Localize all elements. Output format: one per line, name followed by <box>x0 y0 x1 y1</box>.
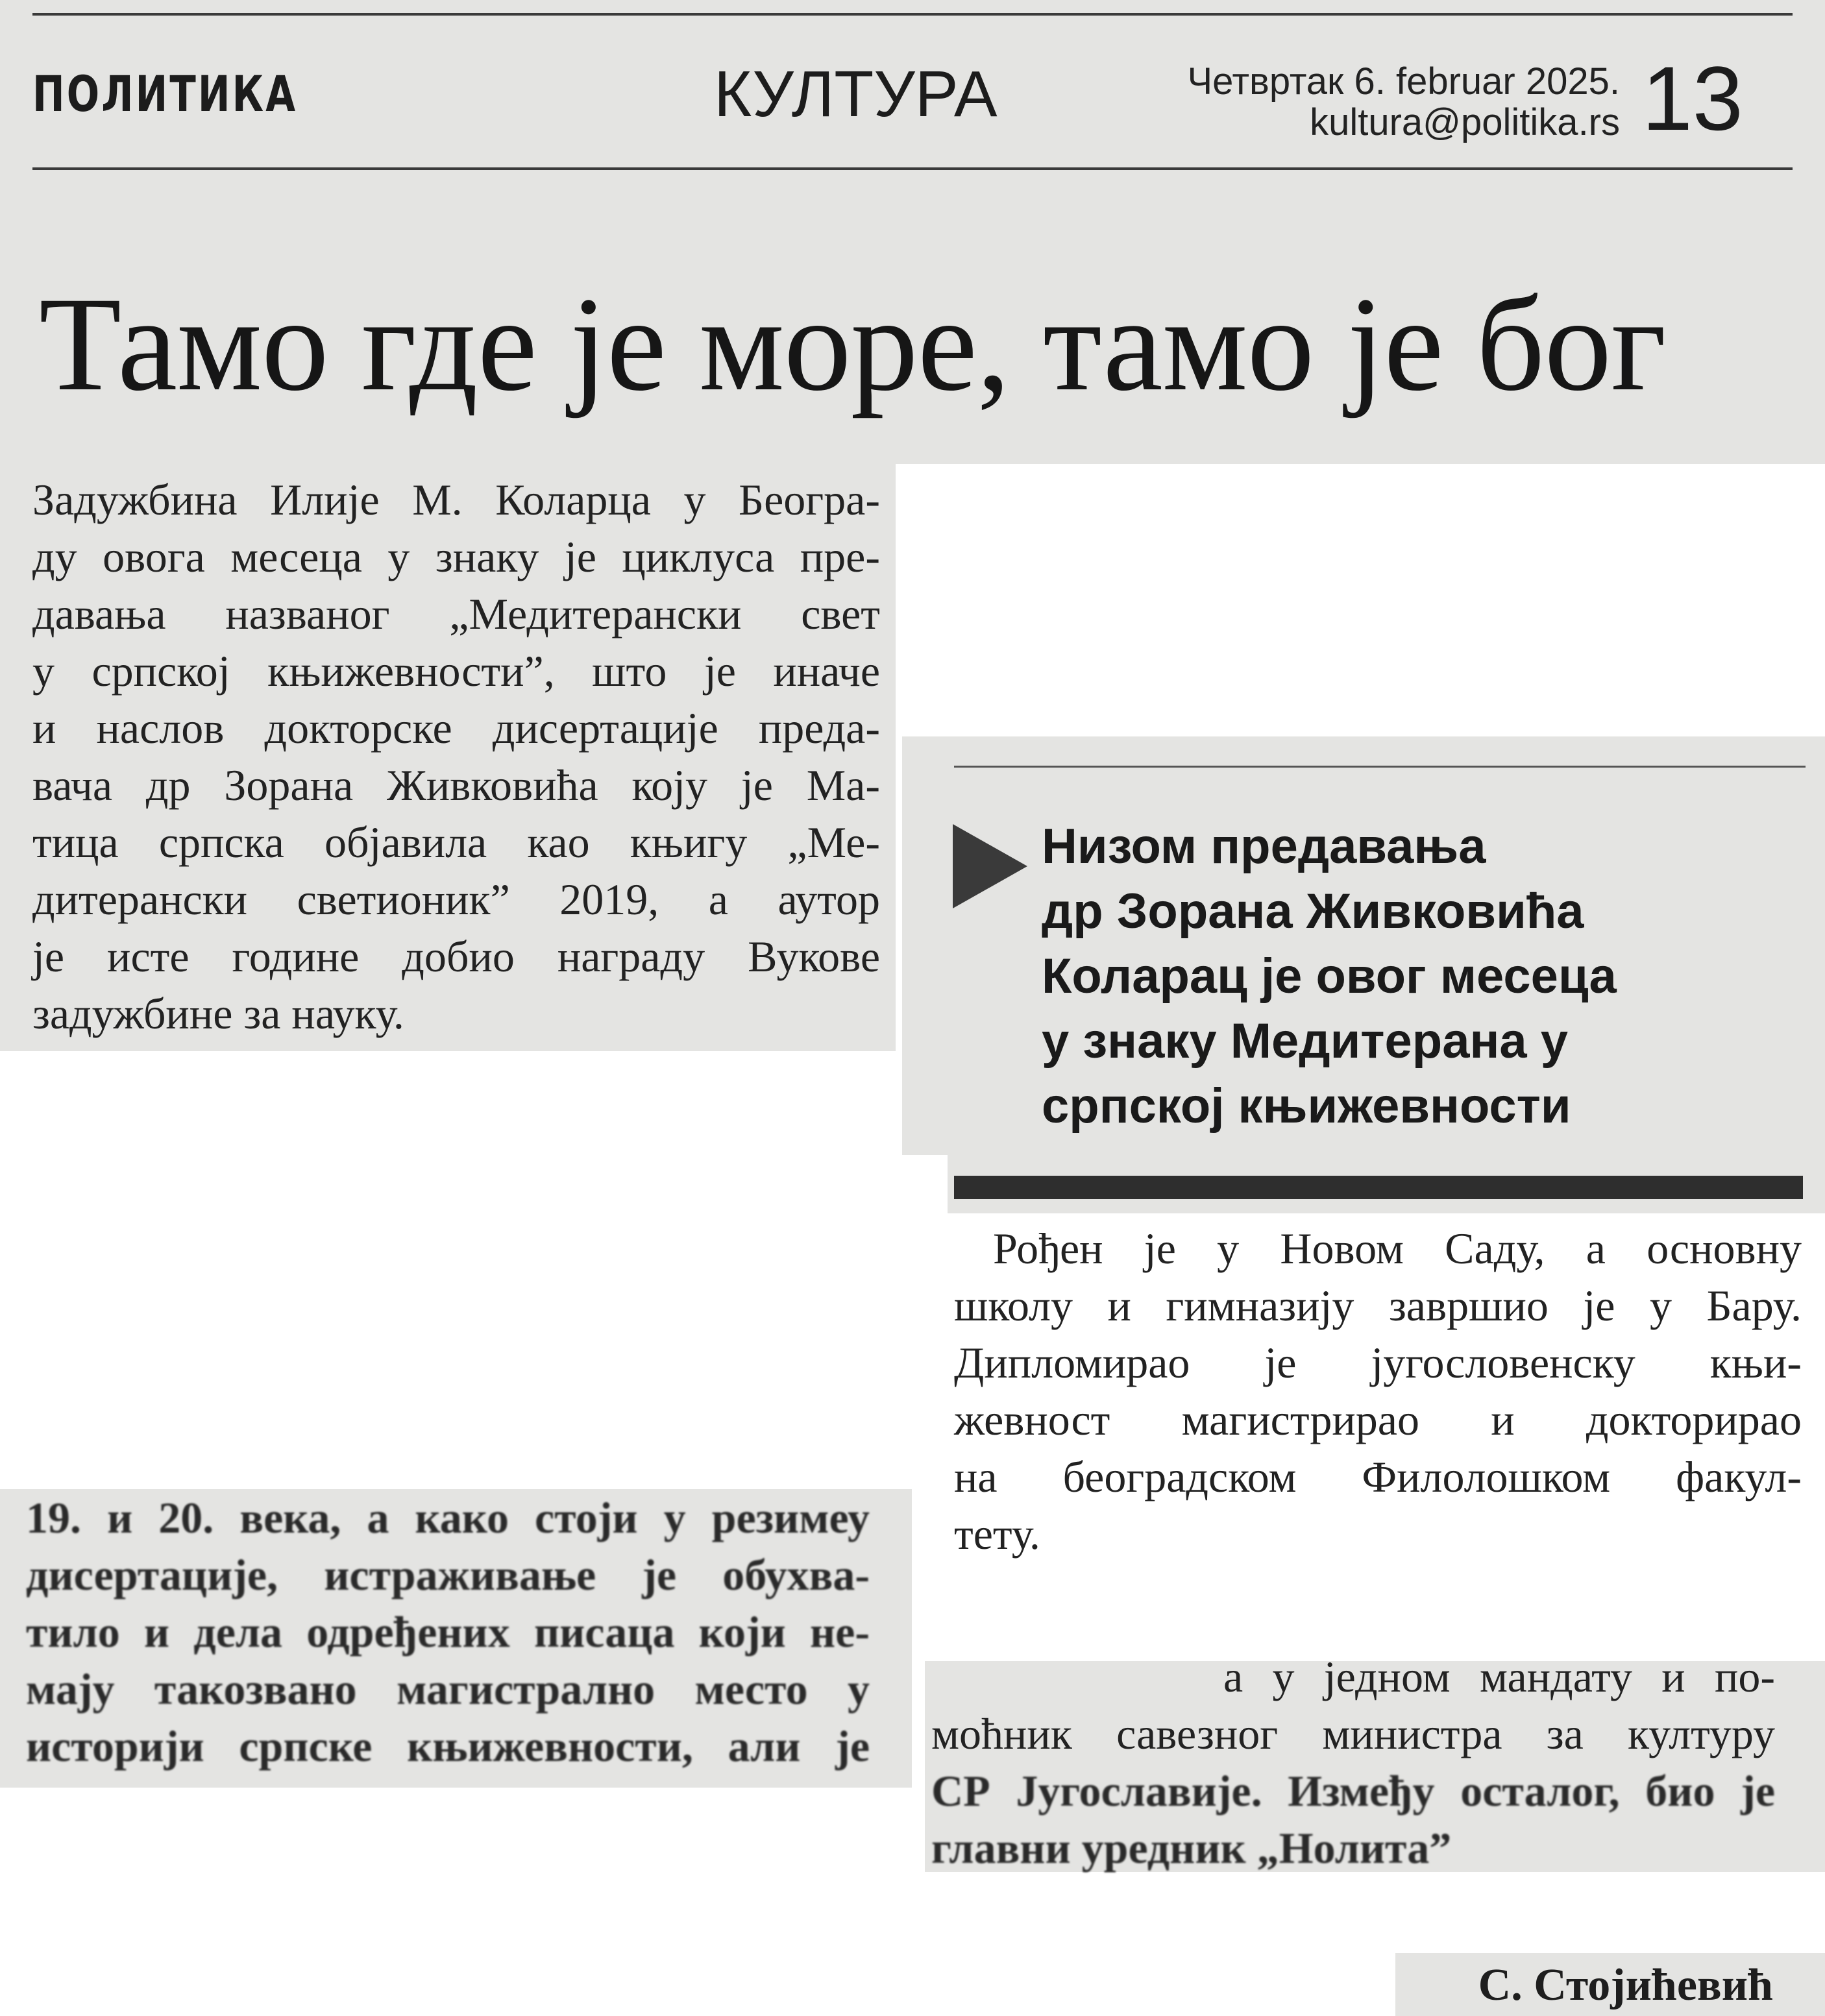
page-number: 13 <box>1642 47 1743 149</box>
research-line: тило и дела одређених писаца који не- <box>26 1607 870 1657</box>
header-bottom-rule <box>32 167 1793 170</box>
research-line: историји српске књижевности, али је <box>26 1721 870 1771</box>
intro-line: ду овога месеца у знаку је циклуса пре- <box>32 532 880 581</box>
intro-line: у српској књижевности”, што је иначе <box>32 646 880 696</box>
bio-line: жевност магистрирао и докторирао <box>954 1395 1802 1444</box>
pull-quote-bottom-bar <box>954 1176 1803 1199</box>
section-email: kultura@politika.rs <box>1310 101 1620 143</box>
pull-quote <box>1042 814 1617 1139</box>
intro-line: и наслов докторске дисертације преда- <box>32 703 880 753</box>
author-byline: С. Стојићевић <box>1478 1960 1773 2010</box>
bio-line: Рођен је у Новом Саду, а основну <box>993 1224 1802 1273</box>
section-title: КУЛТУРА <box>714 58 998 130</box>
pull-quote-line: српској књижевности <box>1042 1078 1571 1134</box>
career-line: а у једном мандату и по- <box>1223 1652 1775 1701</box>
research-line: мају такозвано магистрално место у <box>26 1664 870 1714</box>
research-paragraph <box>26 1489 870 1775</box>
headline: Тамо где је море, тамо је бог <box>39 269 1666 419</box>
intro-line: је исте године добио награду Вукове <box>32 932 880 981</box>
bio-line: тету. <box>954 1509 1040 1559</box>
career-line: моћник савезног министра за културу <box>931 1709 1775 1758</box>
triangle-bullet-icon <box>953 824 1031 908</box>
bio-line: школу и гимназију завршио је у Бару. <box>954 1281 1802 1330</box>
pull-quote-top-rule <box>954 766 1806 768</box>
intro-line: Задужбина Илије М. Коларца у Београ- <box>32 475 880 524</box>
pull-quote-line: у знаку Медитерана у <box>1042 1014 1569 1069</box>
intro-line: давања названог „Медитерански свет <box>32 589 880 638</box>
bio-line: Дипломирао је југословенску књи- <box>954 1338 1802 1387</box>
career-line: СР Југославије. Између осталог, био је <box>931 1766 1775 1816</box>
issue-date: Четвртак 6. februar 2025. <box>1187 60 1620 103</box>
intro-paragraph <box>32 471 880 1042</box>
career-line: главни уредник „Нолита” <box>931 1823 1452 1873</box>
career-paragraph <box>931 1648 1775 1876</box>
pull-quote-line: Низом предавања <box>1042 819 1486 874</box>
research-line: 19. и 20. века, а како стоји у резимеу <box>26 1493 870 1542</box>
pull-quote-line: Коларац је овог месеца <box>1042 949 1617 1004</box>
intro-line: дитерански светионик” 2019, а аутор <box>32 875 880 924</box>
bio-line: на београдском Филолошком факул- <box>954 1452 1802 1501</box>
intro-line: вача др Зорана Живковића коју је Ма- <box>32 760 880 810</box>
intro-line: тица српска објавила као књигу „Ме- <box>32 818 880 867</box>
newspaper-logo: ПОЛИТИКА <box>32 65 298 123</box>
header-top-rule <box>32 13 1793 16</box>
research-line: дисертације, истраживање је обухва- <box>26 1550 870 1599</box>
pull-quote-line: др Зорана Живковића <box>1042 884 1584 939</box>
bio-paragraph <box>954 1220 1802 1562</box>
intro-line: задужбине за науку. <box>32 989 404 1038</box>
